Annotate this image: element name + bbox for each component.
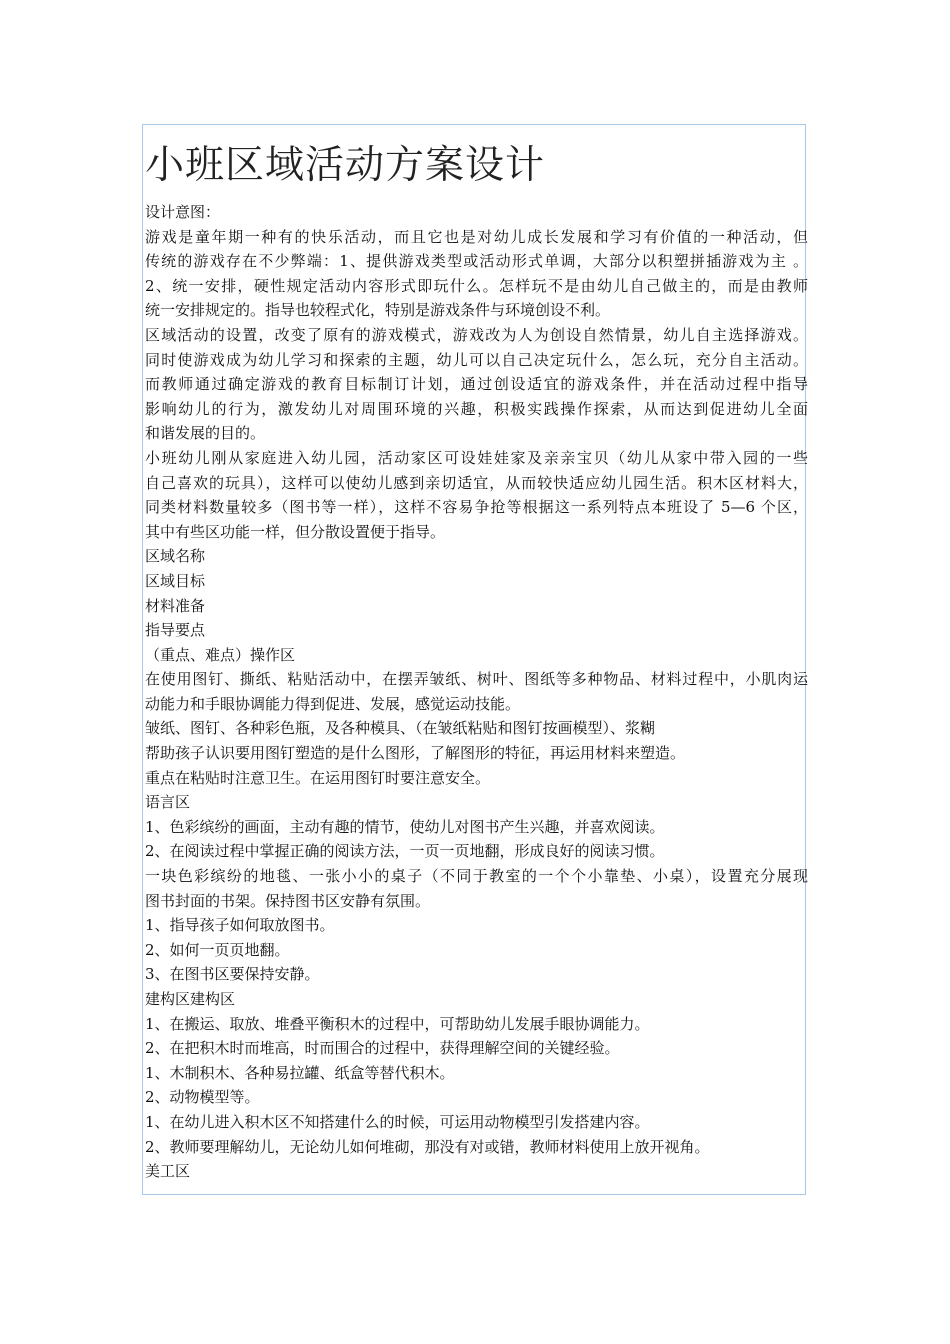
text-line: 自己喜欢的玩具），这样可以使幼儿感到亲切适宜，从而较快适应幼儿园生活。积木区材料大， <box>145 473 808 492</box>
text-line: 统一安排规定的。指导也较程式化，特别是游戏条件与环境创设不利。 <box>145 301 611 320</box>
text-line: 材料准备 <box>145 596 206 615</box>
document-title: 小班区域活动方案设计 <box>145 143 546 188</box>
text-line: 3、在图书区要保持安静。 <box>145 965 320 984</box>
text-line: 皱纸、图钉、各种彩色瓶，及各种模具、（在皱纸粘贴和图钉按画模型）、浆糊 <box>145 719 656 738</box>
text-line: 而教师通过确定游戏的教育目标制订计划，通过创设适宜的游戏条件，并在活动过程中指导 <box>145 375 808 394</box>
text-line: 图书封面的书架。保持图书区安静有氛围。 <box>145 891 431 910</box>
text-line: 2、教师要理解幼儿，无论幼儿如何堆砌，那没有对或错，教师材料使用上放开视角。 <box>145 1137 710 1156</box>
text-line: 美工区 <box>145 1162 191 1181</box>
text-line: 小班幼儿刚从家庭进入幼儿园，活动家区可设娃娃家及亲亲宝贝（幼儿从家中带入园的一些 <box>145 448 808 467</box>
text-line: 其中有些区功能一样，但分散设置便于指导。 <box>145 522 446 541</box>
text-line: 1、在幼儿进入积木区不知搭建什么的时候，可运用动物模型引发搭建内容。 <box>145 1112 650 1131</box>
text-line: 动能力和手眼协调能力得到促进、发展，感觉运动技能。 <box>145 694 521 713</box>
text-line: 2、如何一页页地翻。 <box>145 940 290 959</box>
text-line: 1、在搬运、取放、堆叠平衡积木的过程中，可帮助幼儿发展手眼协调能力。 <box>145 1014 650 1033</box>
text-line: 重点在粘贴时注意卫生。在运用图钉时要注意安全。 <box>145 768 491 787</box>
text-line: 1、指导孩子如何取放图书。 <box>145 916 335 935</box>
text-line: 设计意图： <box>145 203 221 221</box>
document-body <box>145 138 809 1184</box>
text-line: 建构区建构区 <box>145 990 236 1008</box>
text-line: 区域名称 <box>145 547 206 566</box>
text-line: 1、木制积木、各种易拉罐、纸盒等替代积木。 <box>145 1063 455 1082</box>
text-line: 2、在把积木时而堆高，时而围合的过程中，获得理解空间的关键经验。 <box>145 1039 620 1058</box>
text-line: 2、统一安排，硬性规定活动内容形式即玩什么。怎样玩不是由幼儿自己做主的，而是由教师 <box>145 276 808 295</box>
text-line: 2、动物模型等。 <box>145 1088 260 1107</box>
text-line: 语言区 <box>145 793 191 812</box>
text-line: （重点、难点）操作区 <box>145 645 296 664</box>
text-line: 帮助孩子认识要用图钉塑造的是什么图形，了解图形的特征，再运用材料来塑造。 <box>145 744 686 763</box>
text-line: 同时使游戏成为幼儿学习和探索的主题，幼儿可以自己决定玩什么，怎么玩，充分自主活动。 <box>145 350 808 369</box>
text-line: 和谐发展的目的。 <box>145 424 266 443</box>
text-line: 在使用图钉、撕纸、粘贴活动中，在摆弄皱纸、树叶、图纸等多种物品、材料过程中，小肌肉运 <box>145 670 808 689</box>
text-line: 区域目标 <box>145 571 206 590</box>
text-line: 2、在阅读过程中掌握正确的阅读方法，一页一页地翻，形成良好的阅读习惯。 <box>145 842 665 861</box>
text-line: 同类材料数量较多（图书等一样），这样不容易争抢等根据这一系列特点本班设了 5—6 个区， <box>145 498 808 517</box>
text-line: 游戏是童年期一种有的快乐活动，而且它也是对幼儿成长发展和学习有价值的一种活动，但 <box>145 227 808 246</box>
text-line: 影响幼儿的行为，激发幼儿对周围环境的兴趣，积极实践操作探索，从而达到促进幼儿全面 <box>145 399 808 418</box>
document-text <box>145 200 809 1184</box>
text-line: 一块色彩缤纷的地毯、一张小小的桌子（不同于教室的一个个小靠垫、小桌），设置充分展现 <box>145 867 808 886</box>
text-line: 指导要点 <box>145 621 206 640</box>
text-line: 传统的游戏存在不少弊端：1、提供游戏类型或活动形式单调，大部分以积塑拼插游戏为主 。 <box>145 252 808 271</box>
text-line: 1、色彩缤纷的画面，主动有趣的情节，使幼儿对图书产生兴趣，并喜欢阅读。 <box>145 817 665 836</box>
text-line: 区域活动的设置，改变了原有的游戏模式，游戏改为人为创设自然情景，幼儿自主选择游戏。 <box>145 325 808 344</box>
